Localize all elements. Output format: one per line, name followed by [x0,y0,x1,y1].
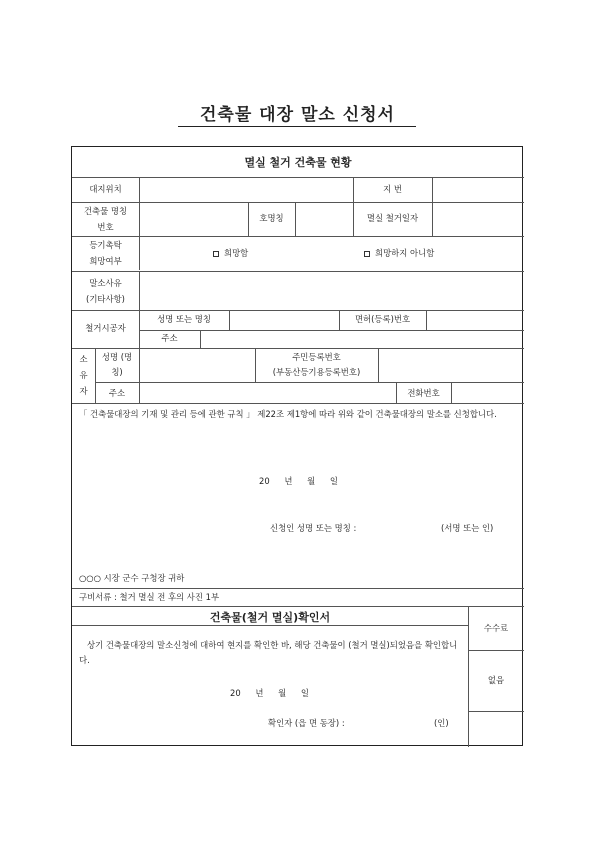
option-wish-label: 희망함 [224,248,249,258]
phone-label: 전화번호 [407,388,440,398]
reason-label-2: (기타사항) [86,294,125,304]
contractor-name-field[interactable] [230,311,338,329]
confirmation-date: 20 년 월 일 [230,688,309,698]
reason-field[interactable] [140,272,523,309]
license-label: 면허(등록)번호 [354,314,411,324]
option-wish[interactable] [213,248,248,259]
seal-note: (인) [434,718,449,728]
title-underline [178,126,416,127]
divider [468,650,524,651]
lot-number-label: 지 번 [383,184,402,194]
checkbox-icon [213,251,219,257]
lot-number-field[interactable] [433,178,523,201]
confirmation-statement: 상기 건축물대장의 말소신청에 대하여 현지를 확인한 바, 해당 건축물이 (철거 멸실)되었음을 확인합니다. [79,640,458,665]
divider [468,711,524,712]
building-name-field[interactable] [140,203,247,235]
attachments-line: 구비서류 : 철거 멸실 전 후의 사진 1부 [79,592,220,602]
demolition-date-field[interactable] [433,203,523,235]
divider [72,403,524,404]
document-title: 건축물 대장 말소 신청서 [200,105,395,125]
checkbox-icon [364,251,370,257]
application-date: 20 년 월 일 [259,476,338,486]
unit-name-field[interactable] [296,203,352,235]
divider [72,588,524,589]
site-location-field[interactable] [140,178,352,201]
fee-value: 없음 [487,675,505,685]
application-form [71,146,523,746]
option-no-wish-label: 희망하지 아니함 [375,248,435,258]
building-name-label: 건축물 명칭 [83,206,128,216]
divider [72,606,524,607]
reason-label-1: 말소사유 [89,278,122,288]
recipient-line: ○○○ 시장 군수 구청장 귀하 [79,573,185,583]
owner-name-field[interactable] [140,349,254,381]
site-location-label: 대지위치 [89,184,122,194]
license-field[interactable] [427,311,523,329]
signature-note: (서명 또는 인) [441,523,494,533]
demolition-date-label: 멸실 철거일자 [366,213,419,223]
confirmer-line: 확인자 (읍 면 동장) : [268,718,345,728]
resident-no-label-1: 주민등록번호 [292,352,341,362]
application-statement: 「 건축물대장의 기재 및 관리 등에 관한 규칙 」 제22조 제1항에 따라 위와 같이 건축물대장의 말소를 신청합니다. [79,409,497,419]
registry-label-1: 등기촉탁 [89,240,122,250]
owner-label-char-3: 자 [79,386,88,396]
owner-address-label: 주소 [108,388,126,398]
owner-name-label-1: 성명 (명 [101,352,133,362]
divider [72,625,468,626]
contractor-name-label: 성명 또는 명칭 [157,314,211,324]
unit-name-label: 호명칭 [259,213,284,223]
contractor-address-field[interactable] [201,331,523,347]
owner-address-field[interactable] [140,383,395,402]
resident-no-field[interactable] [379,349,523,381]
applicant-line: 신청인 성명 또는 명칭 : [270,523,357,533]
contractor-address-label: 주소 [161,333,178,343]
phone-field[interactable] [452,383,523,402]
owner-name-label-2: 칭) [111,367,123,377]
contractor-label: 철거시공자 [85,323,126,333]
confirmation-header: 건축물(철거 멸실)확인서 [209,611,331,624]
owner-label-char-1: 소 [79,354,88,364]
number-label: 번호 [97,222,114,232]
owner-label-char-2: 유 [79,370,88,380]
section-header-status: 멸실 철거 건축물 현황 [244,156,352,169]
resident-no-label-2: (부동산등기용등록번호) [272,367,361,377]
registry-label-2: 희망여부 [89,256,122,266]
option-no-wish[interactable] [364,248,434,259]
fee-label: 수수료 [483,623,509,633]
